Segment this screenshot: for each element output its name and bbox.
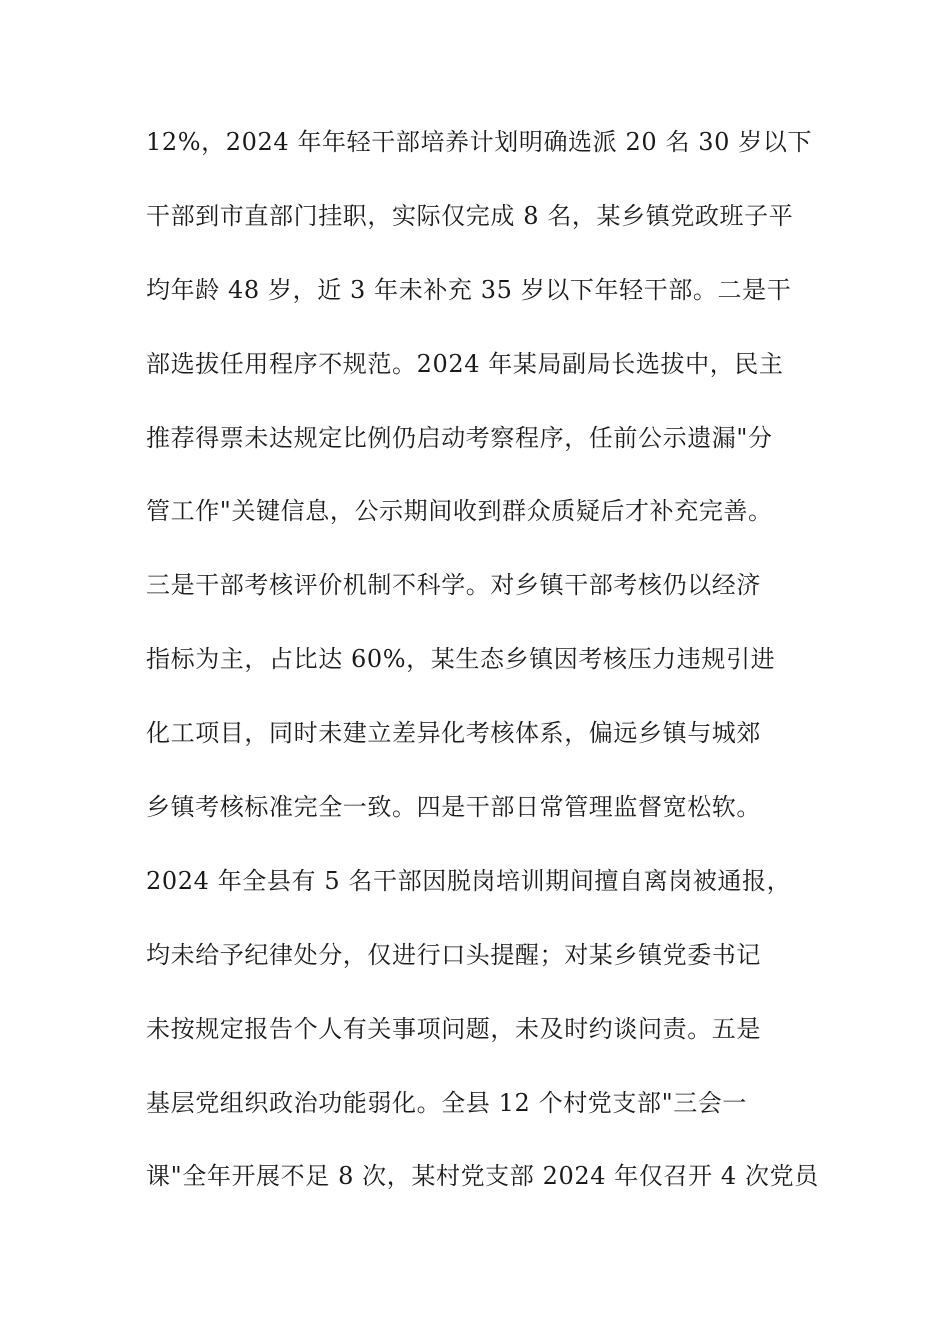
text-line-11: 2024 年全县有 5 名干部因脱岗培训期间擅自离岗被通报， (146, 866, 792, 895)
text-line-2: 干部到市直部门挂职，实际仅完成 8 名，某乡镇党政班子平 (146, 201, 794, 230)
text-line-8: 指标为主，占比达 60%，某生态乡镇因考核压力违规引进 (146, 645, 776, 674)
text-line-3: 均年龄 48 岁，近 3 年未补充 35 岁以下年轻干部。二是干 (146, 275, 792, 304)
text-line-10: 乡镇考核标准完全一致。四是干部日常管理监督宽松软。 (146, 793, 761, 822)
text-line-1: 12%，2024 年年轻干部培养计划明确选派 20 名 30 岁以下 (146, 128, 813, 156)
text-line-9: 化工项目，同时未建立差异化考核体系，偏远乡镇与城郊 (146, 719, 761, 748)
text-line-15: 课"全年开展不足 8 次，某村党支部 2024 年仅召开 4 次党员 (146, 1162, 819, 1191)
text-line-7: 三是干部考核评价机制不科学。对乡镇干部考核仍以经济 (146, 571, 761, 600)
text-line-14: 基层党组织政治功能弱化。全县 12 个村党支部"三会一 (146, 1088, 748, 1117)
text-line-5: 推荐得票未达规定比例仍启动考察程序，任前公示遗漏"分 (146, 423, 773, 452)
text-line-6: 管工作"关键信息，公示期间收到群众质疑后才补充完善。 (146, 497, 773, 526)
text-line-12: 均未给予纪律处分，仅进行口头提醒；对某乡镇党委书记 (146, 940, 761, 969)
text-line-13: 未按规定报告个人有关事项问题，未及时约谈问责。五是 (146, 1014, 761, 1043)
body-text (146, 112, 826, 1220)
text-line-4: 部选拔任用程序不规范。2024 年某局副局长选拔中，民主 (146, 349, 784, 378)
